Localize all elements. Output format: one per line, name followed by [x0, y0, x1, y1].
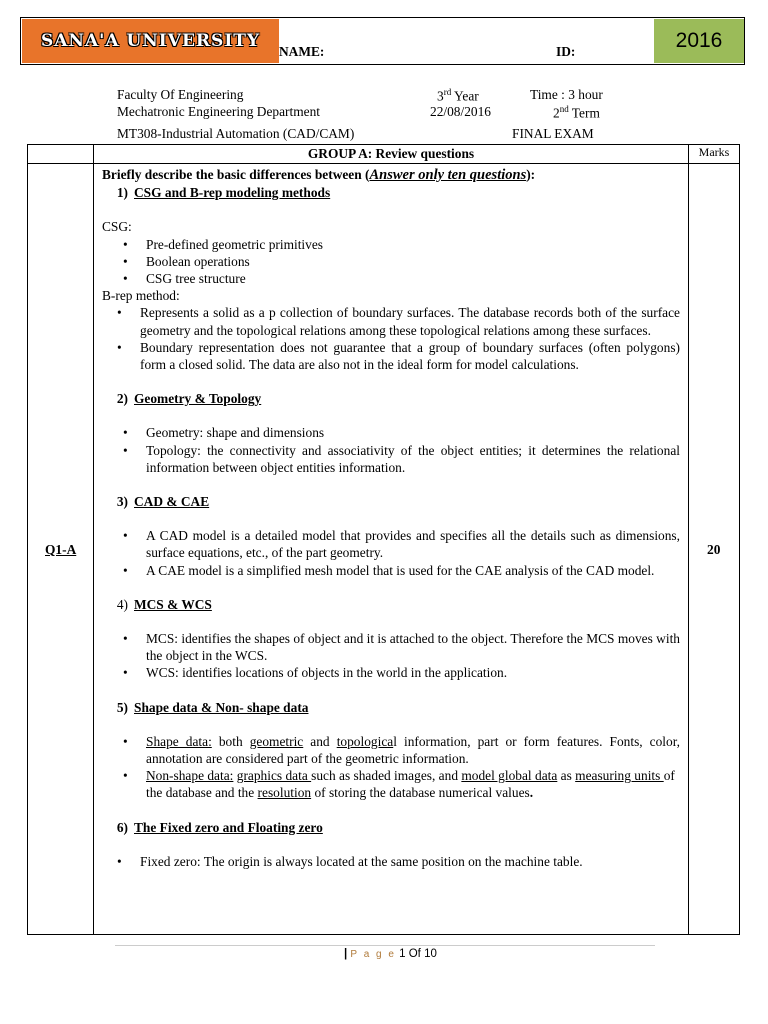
page-word: P a g e [350, 949, 396, 960]
university-name: SANA'A UNIVERSITY [40, 31, 261, 51]
q2-list [102, 424, 680, 476]
brep-list [102, 304, 680, 373]
csg-list [102, 236, 680, 288]
list-item: • Non-shape data: graphics data such as shaded images, and model global data as measuring units of the database and the resolution of storing the database numerical values. [123, 768, 675, 801]
page-number: 1 Of 10 [399, 948, 437, 960]
question-3-heading: 3) CAD & CAE [116, 494, 210, 510]
course: MT308-Industrial Automation (CAD/CAM) [117, 126, 355, 141]
marks-header: Marks [689, 145, 740, 164]
question-5-heading: 5) Shape data & Non- shape data [116, 699, 309, 715]
list-item: • Boundary representation does not guarantee that a group of boundary surfaces (often polygons) form a closed solid. The data are also not in the ideal form for model calculations. [117, 339, 680, 373]
group-title: GROUP A: Review questions [94, 145, 689, 164]
faculty: Faculty Of Engineering [117, 87, 244, 102]
q4-list [102, 630, 680, 682]
question-marks: 20 [707, 542, 721, 557]
list-item: • A CAD model is a detailed model that provides and specifies all the details such as dimensions, surface equations, etc., of the part geometry. [123, 528, 680, 561]
list-item: • WCS: identifies locations of objects in the world in the application. [123, 665, 508, 681]
year-badge: 2016 [654, 19, 744, 63]
department: Mechatronic Engineering Department [117, 104, 321, 119]
exam-date: 22/08/2016 [430, 104, 492, 119]
list-item: • Fixed zero: The origin is always located at the same position on the machine table. [117, 853, 583, 869]
question-label: Q1-A [45, 542, 77, 557]
list-item: • A CAE model is a simplified mesh model that is used for the CAE analysis of the CAD model. [123, 562, 655, 578]
university-logo [22, 19, 279, 63]
exam-time: Time : 3 hour [530, 87, 603, 102]
instruction: Briefly describe the basic differences between (Answer only ten questions): [102, 167, 536, 183]
list-item: • Pre-defined geometric primitives [123, 236, 323, 252]
exam-type: FINAL EXAM [512, 126, 594, 141]
page-footer: | P a g e 1 Of 10 [344, 948, 437, 960]
footer-divider [115, 945, 655, 946]
question-4-heading: 4) MCS & WCS [116, 596, 212, 612]
brep-label: B-rep method: [102, 288, 180, 304]
list-item: • MCS: identifies the shapes of object and it is attached to the object. Therefore the MCS moves with the object in the WCS. [123, 631, 680, 664]
id-label: ID: [556, 44, 576, 59]
question-content-cell [94, 164, 689, 935]
study-year: 3rd Year [437, 87, 479, 104]
list-item: • Topology: the connectivity and associativity of the object entities; it determines the relational information between object entities information. [123, 442, 680, 475]
table-header-blank [28, 145, 94, 164]
term: 2nd Term [553, 104, 600, 121]
list-item: • Boolean operations [123, 253, 250, 269]
q6-list [102, 853, 680, 870]
list-item: • Geometry: shape and dimensions [123, 425, 325, 441]
answer-content [102, 166, 680, 870]
name-label: NAME: [279, 44, 325, 59]
question-2-heading: 2) Geometry & Topology [116, 391, 262, 407]
list-item: • CSG tree structure [123, 271, 246, 287]
question-6-heading: 6) The Fixed zero and Floating zero [116, 819, 323, 835]
question-1-heading: 1) CSG and B-rep modeling methods [116, 185, 331, 201]
exam-table [27, 144, 740, 935]
list-item: • Shape data: both geometric and topological information, part or form features. Fonts, color, annotation are considered part of the geometric information. [123, 733, 680, 767]
q5-list [102, 733, 680, 802]
csg-label: CSG: [102, 219, 132, 235]
q3-list [102, 527, 680, 579]
list-item: • Represents a solid as a p collection of boundary surfaces. The database records both of the surface geometry and the topological relations among these topological relations among these surfaces. [117, 305, 680, 338]
